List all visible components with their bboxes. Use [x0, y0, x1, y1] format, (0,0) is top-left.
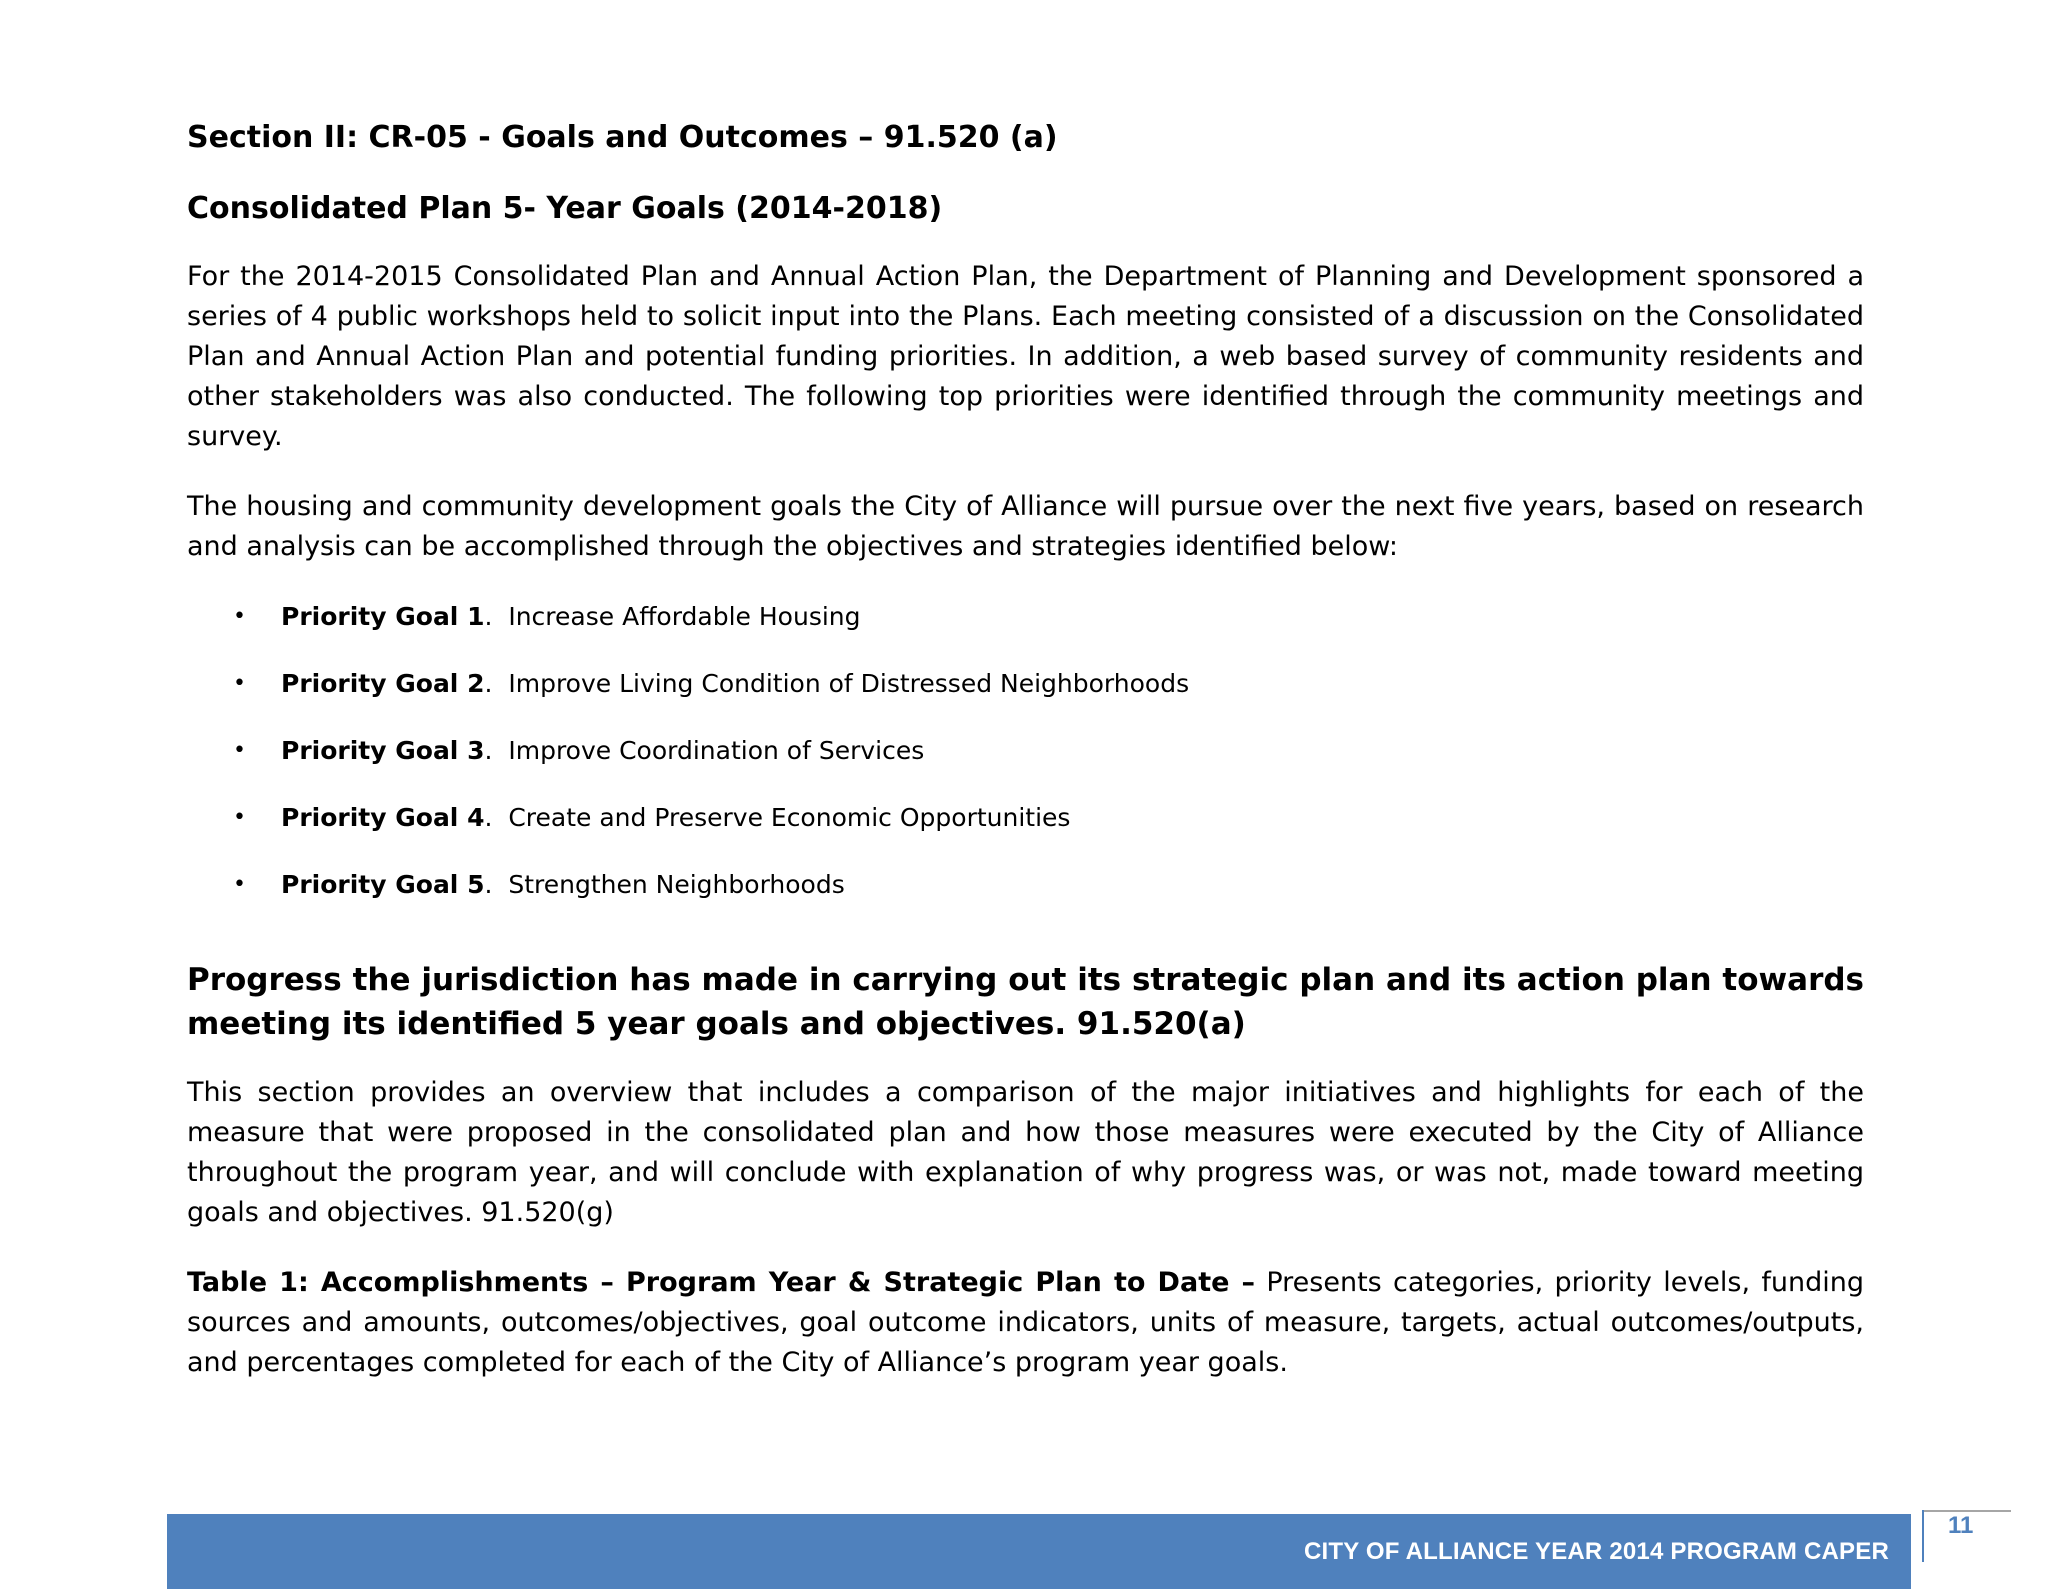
goal-text: Improve Living Condition of Distressed Neighborhoods — [508, 669, 1190, 698]
table-intro-text: Presents categories, priority levels, funding sources and amounts, outcomes/objectives, goal outcome indicators, units of measure, targets, actual outcomes/outputs, and percentages completed for each of the City of Alliance’s program year goals. — [187, 1267, 1864, 1378]
section-heading: Section II: CR-05 - Goals and Outcomes – 91.520 (a) — [187, 120, 1058, 155]
table-intro-title: Table 1: Accomplishments – Program Year & Strategic Plan to Date – — [187, 1267, 1256, 1298]
goal-label: Priority Goal 4 — [281, 803, 485, 832]
bullet-icon: • — [233, 872, 246, 897]
priority-goal-item — [187, 798, 1864, 865]
priority-goals-list — [187, 597, 1864, 932]
goal-label: Priority Goal 3 — [281, 736, 485, 765]
footer-title: CITY OF ALLIANCE YEAR 2014 PROGRAM CAPER — [1304, 1538, 1889, 1565]
plan-goals-subheading: Consolidated Plan 5- Year Goals (2014-2018) — [187, 191, 943, 226]
goal-text: Increase Affordable Housing — [508, 602, 861, 631]
bullet-icon: • — [233, 604, 246, 629]
bullet-icon: • — [233, 805, 246, 830]
goal-separator: . — [484, 870, 493, 899]
goal-label: Priority Goal 1 — [281, 602, 485, 631]
priority-goal-item — [187, 664, 1864, 731]
goal-text: Improve Coordination of Services — [508, 736, 925, 765]
page-number-divider — [1922, 1510, 1924, 1562]
priority-goal-item — [187, 597, 1864, 664]
progress-heading: Progress the jurisdiction has made in carrying out its strategic plan and its action plan towards meeting its identified 5 year goals and objectives. 91.520(a) — [187, 962, 1864, 1042]
goal-label: Priority Goal 2 — [281, 669, 485, 698]
bullet-icon: • — [233, 671, 246, 696]
priority-goal-item — [187, 865, 1864, 932]
bullet-icon: • — [233, 738, 246, 763]
goal-text: Strengthen Neighborhoods — [508, 870, 845, 899]
priority-goal-item — [187, 731, 1864, 798]
goals-intro-paragraph: The housing and community development goals the City of Alliance will pursue over the next five years, based on research and analysis can be accomplished through the objectives and strategies identified below: — [187, 491, 1864, 562]
table-intro-paragraph — [187, 1263, 1864, 1383]
goal-separator: . — [484, 736, 493, 765]
goal-separator: . — [484, 602, 493, 631]
goal-separator: . — [484, 669, 493, 698]
goal-label: Priority Goal 5 — [281, 870, 485, 899]
page-content — [187, 118, 1864, 1413]
workshops-paragraph: For the 2014-2015 Consolidated Plan and Annual Action Plan, the Department of Planning and Development sponsored a series of 4 public workshops held to solicit input into the Plans. Each meeting consisted of a discussion on the Consolidated Plan and Annual Action Plan and potential funding priorities. In addition, a web based survey of community residents and other stakeholders was also conducted. The following top priorities were identified through the community meetings and survey. — [187, 261, 1864, 452]
goal-separator: . — [484, 803, 493, 832]
overview-paragraph: This section provides an overview that includes a comparison of the major initiatives and highlights for each of the measure that were proposed in the consolidated plan and how those measures were executed by the City of Alliance throughout the program year, and will conclude with explanation of why progress was, or was not, made toward meeting goals and objectives. 91.520(g) — [187, 1077, 1864, 1228]
page-number: 11 — [1948, 1512, 1974, 1539]
goal-text: Create and Preserve Economic Opportunities — [508, 803, 1071, 832]
footer-bar — [167, 1514, 1911, 1589]
